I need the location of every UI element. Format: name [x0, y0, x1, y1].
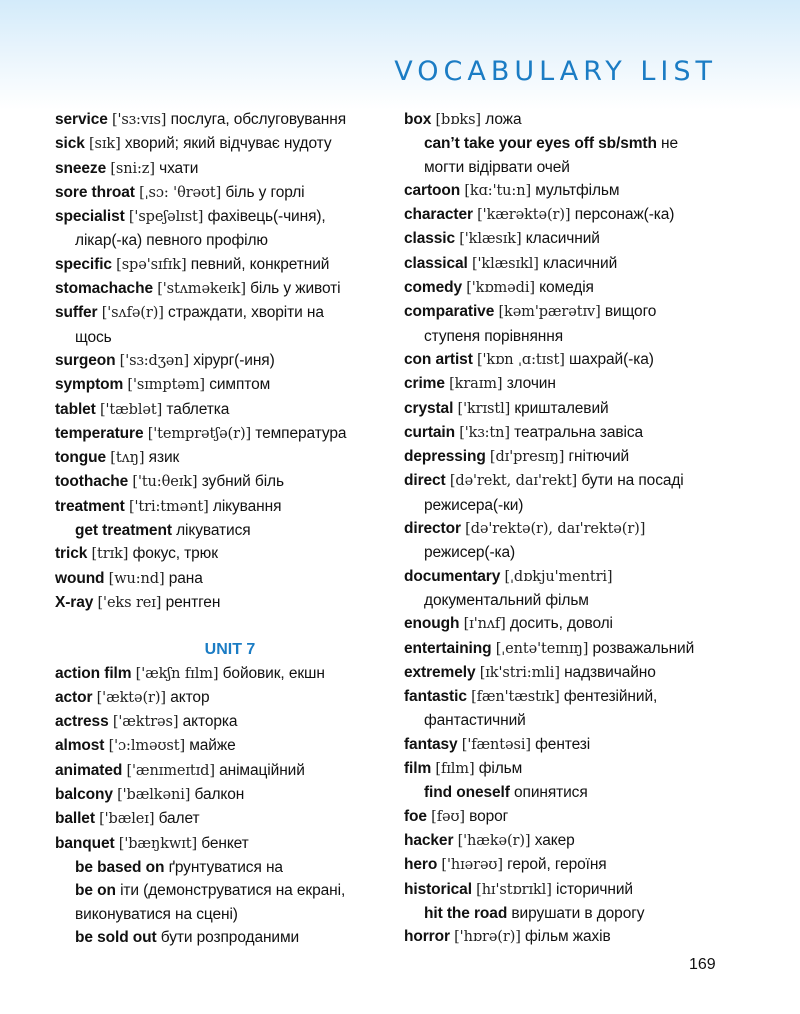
vocabulary-entry: [55, 157, 395, 181]
definition: хворий; який відчуває нудоту: [124, 135, 332, 153]
definition: бойовик, екшн: [222, 664, 325, 682]
vocabulary-entry: [55, 710, 395, 734]
headword: fantastic: [404, 688, 467, 706]
headword: cartoon: [404, 181, 461, 199]
transcription: [trɪk]: [91, 546, 129, 563]
vocabulary-entry: [55, 301, 395, 325]
definition: температура: [255, 424, 347, 442]
headword: fantasy: [404, 735, 458, 753]
definition: герой, героїня: [507, 856, 607, 874]
definition: фокус, трюк: [132, 545, 218, 563]
headword: actress: [55, 713, 109, 731]
vocabulary-list-unit: [55, 662, 395, 950]
phrase: get treatment: [75, 522, 172, 540]
headword: service: [55, 111, 108, 128]
transcription: [fæn'tæstɪk]: [471, 689, 560, 706]
transcription: ['kærəktə(r)]: [477, 207, 571, 224]
vocabulary-entry: [55, 446, 395, 470]
vocabulary-entry: [55, 542, 395, 566]
entry-continuation: лікар(-ка) певного профілю: [75, 232, 268, 250]
phrase: be sold out: [75, 928, 157, 946]
definition: опинятися: [514, 784, 588, 802]
headword: sore throat: [55, 183, 135, 201]
transcription: ['tu:θeɪk]: [132, 474, 198, 491]
vocabulary-entry: [404, 565, 744, 589]
headword: specific: [55, 255, 112, 273]
entry-continuation: режисер(-ка): [424, 544, 516, 562]
headword: surgeon: [55, 351, 116, 369]
phrase: be based on: [75, 858, 165, 876]
transcription: [də'rekt, daɪ'rekt]: [449, 473, 578, 490]
vocabulary-entry: [404, 397, 744, 421]
headword: action film: [55, 664, 132, 682]
definition: фільм жахів: [525, 928, 611, 946]
transcription: ['temprətʃə(r)]: [147, 425, 252, 442]
phrase: can’t take your eyes off sb/smth: [424, 135, 657, 153]
definition: рана: [168, 569, 203, 587]
definition: біль у горлі: [225, 183, 305, 201]
transcription: ['bæŋkwɪt]: [118, 835, 198, 852]
vocabulary-entry: [55, 349, 395, 373]
headword: ballet: [55, 810, 95, 828]
headword: symptom: [55, 376, 124, 394]
definition: акторка: [182, 713, 238, 731]
definition: гнітючий: [568, 448, 630, 466]
definition: досить, доволі: [509, 615, 613, 633]
definition: лікування: [212, 497, 282, 515]
headword: entertaining: [404, 639, 492, 657]
vocabulary-entry: [55, 734, 395, 758]
headword: X-ray: [55, 593, 94, 611]
vocabulary-entry: [404, 878, 744, 902]
vocabulary-entry: [55, 495, 395, 519]
entry-continuation: виконуватися на сцені): [75, 905, 238, 923]
definition: мультфільм: [535, 181, 620, 199]
page-title: VOCABULARY LIST: [394, 56, 717, 87]
definition: вирушати в дорогу: [511, 904, 645, 922]
vocabulary-entry: [55, 108, 395, 132]
transcription: ['sɜ:dʒən]: [119, 352, 190, 369]
vocabulary-entry: [404, 612, 744, 636]
transcription: [wu:nd]: [108, 570, 165, 587]
definition: театральна завіса: [514, 423, 643, 441]
vocabulary-entry: [404, 925, 744, 949]
definition: класичний: [525, 230, 600, 248]
headword: balcony: [55, 786, 113, 804]
vocabulary-entry: [404, 517, 744, 541]
vocabulary-entry: [55, 205, 395, 229]
headword: horror: [404, 928, 450, 946]
transcription: [fəʊ]: [431, 808, 465, 825]
transcription: [kraɪm]: [449, 376, 503, 393]
definition: балкон: [194, 786, 245, 804]
transcription: [ɪ'nʌf]: [463, 616, 506, 633]
transcription: ['klæsɪk]: [459, 231, 522, 248]
vocabulary-entry: [55, 398, 395, 422]
header-background: [0, 0, 800, 110]
vocabulary-entry: [404, 637, 744, 661]
headword: curtain: [404, 423, 455, 441]
definition: балет: [158, 810, 200, 828]
headword: foe: [404, 807, 427, 825]
headword: stomachache: [55, 280, 153, 298]
transcription: ['hɒrə(r)]: [454, 929, 521, 946]
vocabulary-entry: [404, 372, 744, 396]
transcription: ['æktə(r)]: [96, 689, 166, 706]
definition: ложа: [485, 111, 522, 128]
transcription: [ˌsɔ: 'θrəʊt]: [139, 184, 222, 201]
page-number: 169: [689, 956, 716, 973]
definition: рентген: [165, 593, 221, 611]
vocabulary-entry: [55, 253, 395, 277]
transcription: ['kɜ:tn]: [459, 424, 510, 441]
headword: documentary: [404, 567, 501, 585]
vocabulary-entry: [55, 832, 395, 856]
vocabulary-list-right: [404, 108, 744, 949]
definition: лікуватися: [176, 522, 251, 540]
definition: язик: [148, 449, 180, 467]
headword: comedy: [404, 279, 462, 297]
vocabulary-entry: [404, 203, 744, 227]
transcription: [kəm'pærətɪv]: [498, 304, 601, 321]
vocabulary-entry: [404, 252, 744, 276]
definition: хірург(-иня): [193, 351, 275, 369]
headword: historical: [404, 880, 472, 898]
entry-continuation: могти відірвати очей: [424, 158, 570, 176]
transcription: ['sɪmptəm]: [127, 377, 205, 394]
vocabulary-entry: [404, 348, 744, 372]
headword: temperature: [55, 424, 144, 442]
definition: розважальний: [592, 639, 695, 657]
headword: specialist: [55, 208, 125, 226]
vocabulary-entry: [404, 733, 744, 757]
headword: character: [404, 206, 473, 224]
transcription: ['hɪərəʊ]: [441, 857, 503, 874]
transcription: [bɒks]: [435, 112, 481, 128]
definition: надзвичайно: [564, 663, 656, 681]
definition: майже: [189, 737, 236, 755]
vocabulary-entry: [404, 829, 744, 853]
headword: wound: [55, 569, 105, 587]
vocabulary-entry: [404, 108, 744, 132]
vocabulary-entry: [55, 470, 395, 494]
vocabulary-entry: [404, 276, 744, 300]
headword: classic: [404, 230, 456, 248]
transcription: ['sʌfə(r)]: [101, 305, 164, 322]
entry-continuation: режисера(-ки): [424, 496, 524, 514]
definition: не: [661, 135, 679, 153]
vocabulary-entry: [55, 567, 395, 591]
definition: фентезійний,: [563, 688, 658, 706]
transcription: [sɪk]: [89, 136, 121, 153]
definition: шахрай(-ка): [569, 350, 654, 368]
headword: film: [404, 760, 432, 778]
definition: бути розпроданими: [160, 928, 300, 946]
transcription: ['kɒn ˌɑ:tɪst]: [476, 351, 565, 368]
headword: almost: [55, 737, 105, 755]
definition: певний, конкретний: [190, 255, 330, 273]
definition: вищого: [604, 303, 657, 321]
phrase-entry: [55, 926, 395, 949]
vocabulary-entry: [55, 373, 395, 397]
definition: ворог: [469, 807, 509, 825]
vocabulary-entry: [404, 179, 744, 203]
vocabulary-entry: [55, 662, 395, 686]
headword: enough: [404, 615, 460, 633]
headword: box: [404, 111, 432, 128]
phrase-entry: [55, 856, 395, 879]
vocabulary-entry: [55, 277, 395, 301]
headword: tablet: [55, 400, 96, 418]
definition: бенкет: [201, 834, 249, 852]
left-column: [55, 108, 395, 949]
vocabulary-entry: [404, 469, 744, 493]
transcription: ['fæntəsi]: [461, 736, 531, 753]
transcription: ['hækə(r)]: [457, 832, 531, 849]
transcription: ['speʃəlɪst]: [128, 209, 204, 226]
transcription: [fɪlm]: [435, 761, 475, 778]
transcription: [də'rektə(r), daɪ'rektə(r)]: [465, 521, 646, 538]
headword: crystal: [404, 399, 454, 417]
definition: класичний: [543, 254, 618, 272]
definition: послуга, обслуговування: [170, 111, 347, 128]
definition: фільм: [478, 760, 523, 778]
definition: страждати, хворіти на: [168, 304, 324, 322]
headword: extremely: [404, 663, 476, 681]
definition: фентезі: [535, 735, 591, 753]
headword: treatment: [55, 497, 125, 515]
headword: actor: [55, 688, 93, 706]
definition: історичний: [555, 880, 633, 898]
transcription: ['æktrəs]: [112, 714, 179, 731]
transcription: [ˌentə'teɪnɪŋ]: [495, 640, 589, 657]
transcription: ['bæleɪ]: [99, 811, 155, 828]
transcription: ['sɜ:vɪs]: [111, 112, 167, 128]
definition: кришталевий: [514, 399, 609, 417]
vocabulary-entry: [404, 685, 744, 709]
definition: чхати: [159, 159, 199, 177]
transcription: ['tri:tmənt]: [128, 498, 209, 515]
vocabulary-entry: [404, 421, 744, 445]
headword: comparative: [404, 303, 495, 321]
vocabulary-entry: [55, 759, 395, 783]
phrase-entry: [404, 781, 744, 804]
entry-continuation: щось: [75, 328, 112, 346]
headword: toothache: [55, 473, 129, 491]
headword: classical: [404, 254, 468, 272]
transcription: [dɪ'presɪŋ]: [489, 449, 565, 466]
headword: animated: [55, 761, 123, 779]
headword: depressing: [404, 448, 486, 466]
headword: banquet: [55, 834, 115, 852]
transcription: ['bælkəni]: [117, 787, 191, 804]
vocabulary-entry: [55, 181, 395, 205]
phrase-entry: [55, 879, 395, 902]
phrase: hit the road: [424, 904, 508, 922]
transcription: ['tæblət]: [99, 401, 163, 418]
phrase-entry: [404, 902, 744, 925]
transcription: [kɑ:'tu:n]: [464, 182, 532, 199]
phrase: find oneself: [424, 784, 510, 802]
headword: trick: [55, 545, 88, 563]
transcription: [sni:z]: [110, 160, 155, 177]
headword: sick: [55, 135, 85, 153]
transcription: ['eks reɪ]: [97, 594, 162, 611]
headword: sneeze: [55, 159, 107, 177]
unit-heading: UNIT 7: [204, 641, 256, 659]
definition: зубний біль: [201, 473, 284, 491]
vocabulary-entry: [55, 783, 395, 807]
vocabulary-entry: [404, 757, 744, 781]
entry-continuation: фантастичний: [424, 712, 526, 730]
transcription: ['stʌməkeɪk]: [157, 281, 246, 298]
vocabulary-entry: [404, 445, 744, 469]
definition: ґрунтуватися на: [168, 858, 283, 876]
definition: фахівець(-чиня),: [207, 208, 326, 226]
transcription: ['kɒmədi]: [466, 280, 535, 297]
vocabulary-entry: [55, 807, 395, 831]
transcription: ['ænɪmeɪtɪd]: [126, 762, 215, 779]
definition: бути на посаді: [581, 472, 684, 490]
transcription: [spə'sɪfɪk]: [116, 256, 187, 273]
vocabulary-entry: [55, 686, 395, 710]
transcription: ['ɔ:lməʊst]: [108, 738, 186, 755]
transcription: ['krɪstl]: [457, 400, 511, 417]
right-column: [404, 108, 744, 949]
headword: suffer: [55, 304, 98, 322]
phrase-entry: [404, 132, 744, 155]
headword: hacker: [404, 831, 454, 849]
vocabulary-entry: [55, 422, 395, 446]
phrase-entry: [55, 519, 395, 542]
definition: біль у животі: [250, 280, 341, 298]
definition: комедія: [539, 279, 594, 297]
transcription: [tʌŋ]: [110, 450, 145, 467]
vocabulary-entry: [404, 661, 744, 685]
vocabulary-entry: [55, 132, 395, 156]
entry-continuation: ступеня порівняння: [424, 327, 564, 345]
vocabulary-entry: [404, 805, 744, 829]
entry-continuation: документальний фільм: [424, 591, 589, 609]
definition: хакер: [534, 831, 575, 849]
definition: таблетка: [166, 400, 230, 418]
vocabulary-entry: [55, 591, 395, 615]
transcription: [ˌdɒkju'mentri]: [504, 568, 613, 585]
definition: злочин: [506, 375, 556, 393]
transcription: [ɪk'stri:mli]: [479, 664, 560, 681]
definition: анімаційний: [219, 761, 305, 779]
transcription: ['ækʃn fɪlm]: [135, 665, 219, 682]
transcription: ['klæsɪkl]: [471, 255, 539, 272]
headword: tongue: [55, 449, 107, 467]
headword: direct: [404, 472, 446, 490]
vocabulary-list-left: [55, 108, 395, 615]
definition: актор: [170, 688, 210, 706]
vocabulary-entry: [404, 227, 744, 251]
vocabulary-entry: [404, 300, 744, 324]
definition: симптом: [209, 376, 271, 394]
definition: персонаж(-ка): [574, 206, 675, 224]
definition: іти (демонструватися на екрані,: [120, 882, 346, 900]
headword: director: [404, 520, 461, 538]
headword: crime: [404, 375, 445, 393]
transcription: [hɪ'stɒrɪkl]: [476, 881, 552, 898]
headword: con artist: [404, 350, 473, 368]
vocabulary-entry: [404, 853, 744, 877]
headword: hero: [404, 856, 438, 874]
phrase: be on: [75, 882, 116, 900]
